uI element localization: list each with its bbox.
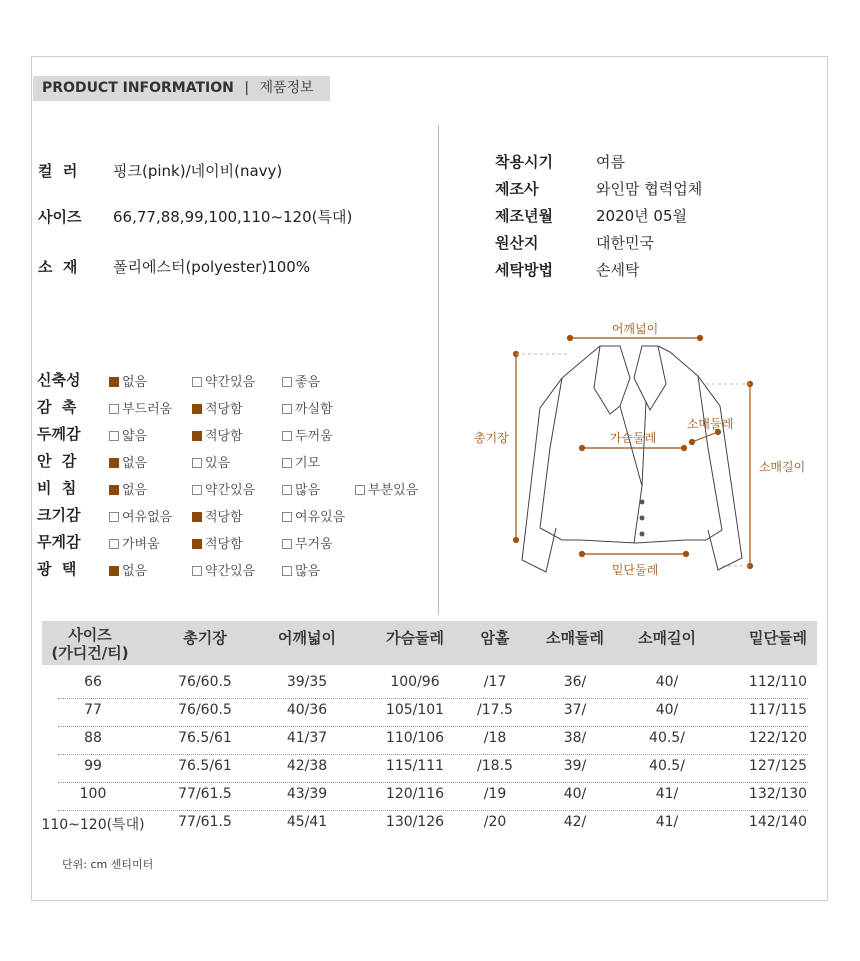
th-sleeve-circ: 소매둘레 <box>546 629 604 647</box>
spec-value: 폴리에스터(polyester)100% <box>113 258 311 276</box>
table-cell: /19 <box>483 786 507 802</box>
checkbox-checked <box>109 377 119 387</box>
table-cell: 105/101 <box>385 702 445 718</box>
spec-label: 착용시기 <box>495 153 553 171</box>
attr-option <box>282 398 333 417</box>
attr-label: 안 감 <box>37 452 77 470</box>
spec-label: 컬 러 <box>38 162 78 180</box>
table-cell: 77/61.5 <box>178 786 232 802</box>
th-armhole: 암홀 <box>480 629 510 647</box>
option-text: 적당함 <box>205 402 243 417</box>
attr-option <box>109 371 147 390</box>
attr-option <box>282 371 320 390</box>
table-cell: /20 <box>483 814 507 830</box>
attr-option <box>109 479 147 498</box>
spec-value: 2020년 05월 <box>596 207 688 225</box>
checkbox-checked <box>192 431 202 441</box>
table-cell: 130/126 <box>385 814 445 830</box>
table-cell: 110~120(특대) <box>41 817 145 833</box>
attr-option <box>192 479 255 498</box>
table-cell: 99 <box>84 758 102 774</box>
spec-value: 여름 <box>596 153 625 171</box>
table-cell: 115/111 <box>385 758 445 774</box>
table-cell: 76/60.5 <box>178 674 232 690</box>
attr-label: 감 촉 <box>37 398 77 416</box>
checkbox-empty <box>109 404 119 414</box>
checkbox-checked <box>192 404 202 414</box>
table-cell: 100 <box>79 786 107 802</box>
th-total-length: 총기장 <box>183 629 227 647</box>
attr-option <box>109 506 172 525</box>
table-cell: 40/ <box>655 674 679 690</box>
attr-label: 광 택 <box>37 560 77 578</box>
attr-option <box>282 533 333 552</box>
table-cell: 40.5/ <box>649 758 685 774</box>
table-cell: 40.5/ <box>649 730 685 746</box>
attr-option <box>109 452 147 471</box>
spec-label: 제조사 <box>495 180 539 198</box>
option-text: 없음 <box>122 483 148 498</box>
option-text: 두꺼움 <box>295 429 333 444</box>
checkbox-empty <box>109 512 119 522</box>
table-cell: 76/60.5 <box>178 702 232 718</box>
checkbox-empty <box>192 485 202 495</box>
option-text: 약간있음 <box>205 375 256 390</box>
checkbox-empty <box>282 377 292 387</box>
option-text: 없음 <box>122 564 148 579</box>
attr-label: 무게감 <box>37 533 81 551</box>
jacket-outline <box>522 346 742 572</box>
table-cell: 41/ <box>655 814 679 830</box>
table-cell: /17 <box>483 674 507 690</box>
checkbox-empty <box>192 377 202 387</box>
table-cell: 41/ <box>655 786 679 802</box>
table-cell: 122/120 <box>748 730 808 746</box>
label-chest: 가슴둘레 <box>609 431 657 445</box>
attr-option <box>192 560 255 579</box>
attr-option <box>192 371 255 390</box>
label-sleeve-circ: 소매둘레 <box>686 417 734 431</box>
table-cell: 39/ <box>563 758 587 774</box>
spec-label: 제조년월 <box>495 207 553 225</box>
table-cell: 120/116 <box>385 786 445 802</box>
checkbox-empty <box>109 539 119 549</box>
title-ko: 제품정보 <box>259 80 314 96</box>
checkbox-empty <box>355 485 365 495</box>
title-separator: | <box>244 80 250 96</box>
checkbox-checked <box>192 539 202 549</box>
table-cell: 127/125 <box>748 758 808 774</box>
table-cell: 38/ <box>563 730 587 746</box>
attr-option <box>192 425 243 444</box>
attr-option <box>192 506 243 525</box>
table-cell: 132/130 <box>748 786 808 802</box>
table-cell: 40/ <box>655 702 679 718</box>
attr-option <box>355 479 418 498</box>
table-cell: 76.5/61 <box>178 758 232 774</box>
spec-value: 대한민국 <box>596 234 654 252</box>
option-text: 까실함 <box>295 402 333 417</box>
table-cell: 77 <box>84 702 102 718</box>
checkbox-checked <box>192 512 202 522</box>
table-cell: 36/ <box>563 674 587 690</box>
checkbox-empty <box>282 566 292 576</box>
table-cell: 66 <box>84 674 102 690</box>
jacket-buttons <box>640 500 645 537</box>
spec-label: 세탁방법 <box>495 261 553 279</box>
th-size-line1: 사이즈 <box>68 626 112 644</box>
attr-option <box>109 533 160 552</box>
checkbox-empty <box>192 566 202 576</box>
spec-label: 원산지 <box>495 234 539 252</box>
attr-option <box>282 560 320 579</box>
option-text: 적당함 <box>205 429 243 444</box>
checkbox-checked <box>109 566 119 576</box>
table-cell: 88 <box>84 730 102 746</box>
th-sleeve-length: 소매길이 <box>638 629 696 647</box>
option-text: 있음 <box>205 456 231 471</box>
checkbox-empty <box>282 404 292 414</box>
attr-option <box>109 398 172 417</box>
attr-label: 비 침 <box>37 479 77 497</box>
option-text: 많음 <box>295 564 321 579</box>
attr-option <box>192 533 243 552</box>
spec-value: 핑크(pink)/네이비(navy) <box>113 162 283 180</box>
spec-value: 손세탁 <box>596 261 640 279</box>
th-size-line2: (가디건/티) <box>51 644 129 662</box>
attr-option <box>192 452 230 471</box>
checkbox-checked <box>109 485 119 495</box>
spec-label: 소 재 <box>38 258 78 276</box>
option-text: 적당함 <box>205 537 243 552</box>
table-cell: /17.5 <box>477 702 513 718</box>
table-cell: 142/140 <box>748 814 808 830</box>
attr-option <box>282 425 333 444</box>
option-text: 많음 <box>295 483 321 498</box>
table-cell: 100/96 <box>390 674 440 690</box>
checkbox-empty <box>282 539 292 549</box>
table-cell: /18 <box>483 730 507 746</box>
attr-label: 크기감 <box>37 506 81 524</box>
option-text: 좋음 <box>295 375 321 390</box>
table-cell: 42/ <box>563 814 587 830</box>
attr-option <box>109 560 147 579</box>
option-text: 약간있음 <box>205 483 256 498</box>
option-text: 여유없음 <box>122 510 173 525</box>
attr-option <box>109 425 147 444</box>
attr-option <box>282 452 320 471</box>
option-text: 가벼움 <box>122 537 160 552</box>
th-hem: 밑단둘레 <box>749 629 807 647</box>
table-cell: 37/ <box>563 702 587 718</box>
attr-option <box>282 506 345 525</box>
spec-value: 와인맘 협력업체 <box>596 180 703 198</box>
table-cell: 39/35 <box>286 674 328 690</box>
attr-label: 두께감 <box>37 425 81 443</box>
option-text: 적당함 <box>205 510 243 525</box>
checkbox-checked <box>109 458 119 468</box>
option-text: 없음 <box>122 456 148 471</box>
title-en: PRODUCT INFORMATION <box>42 80 234 96</box>
spec-value: 66,77,88,99,100,110~120(특대) <box>113 208 353 226</box>
table-cell: 77/61.5 <box>178 814 232 830</box>
option-text: 기모 <box>295 456 321 471</box>
th-shoulder: 어깨넓이 <box>278 629 336 647</box>
table-cell: /18.5 <box>477 758 513 774</box>
table-cell: 110/106 <box>385 730 445 746</box>
attr-option <box>282 479 320 498</box>
table-cell: 43/39 <box>286 786 328 802</box>
option-text: 얇음 <box>122 429 148 444</box>
checkbox-empty <box>282 431 292 441</box>
option-text: 약간있음 <box>205 564 256 579</box>
label-total-length: 총기장 <box>474 431 509 445</box>
table-cell: 40/36 <box>286 702 328 718</box>
option-text: 무거움 <box>295 537 333 552</box>
th-chest: 가슴둘레 <box>386 629 444 647</box>
table-cell: 117/115 <box>748 702 808 718</box>
table-cell: 45/41 <box>286 814 328 830</box>
table-cell: 76.5/61 <box>178 730 232 746</box>
attr-option <box>192 398 243 417</box>
jacket-measurement-diagram <box>470 318 810 588</box>
label-sleeve-length: 소매길이 <box>758 460 806 474</box>
column-divider <box>438 125 439 615</box>
option-text: 부드러움 <box>122 402 173 417</box>
table-cell: 112/110 <box>748 674 808 690</box>
table-cell: 42/38 <box>286 758 328 774</box>
th-size <box>40 626 140 662</box>
checkbox-empty <box>282 458 292 468</box>
attr-label: 신축성 <box>37 371 81 389</box>
checkbox-empty <box>109 431 119 441</box>
checkbox-empty <box>282 485 292 495</box>
checkbox-empty <box>282 512 292 522</box>
spec-label: 사이즈 <box>38 208 82 226</box>
option-text: 없음 <box>122 375 148 390</box>
checkbox-empty <box>192 458 202 468</box>
table-cell: 41/37 <box>286 730 328 746</box>
option-text: 부분있음 <box>368 483 419 498</box>
unit-note: 단위: cm 센티미터 <box>62 858 154 871</box>
label-shoulder: 어깨넓이 <box>611 322 659 336</box>
label-hem: 밑단둘레 <box>611 563 659 577</box>
table-cell: 40/ <box>563 786 587 802</box>
option-text: 여유있음 <box>295 510 346 525</box>
section-title <box>33 76 330 101</box>
